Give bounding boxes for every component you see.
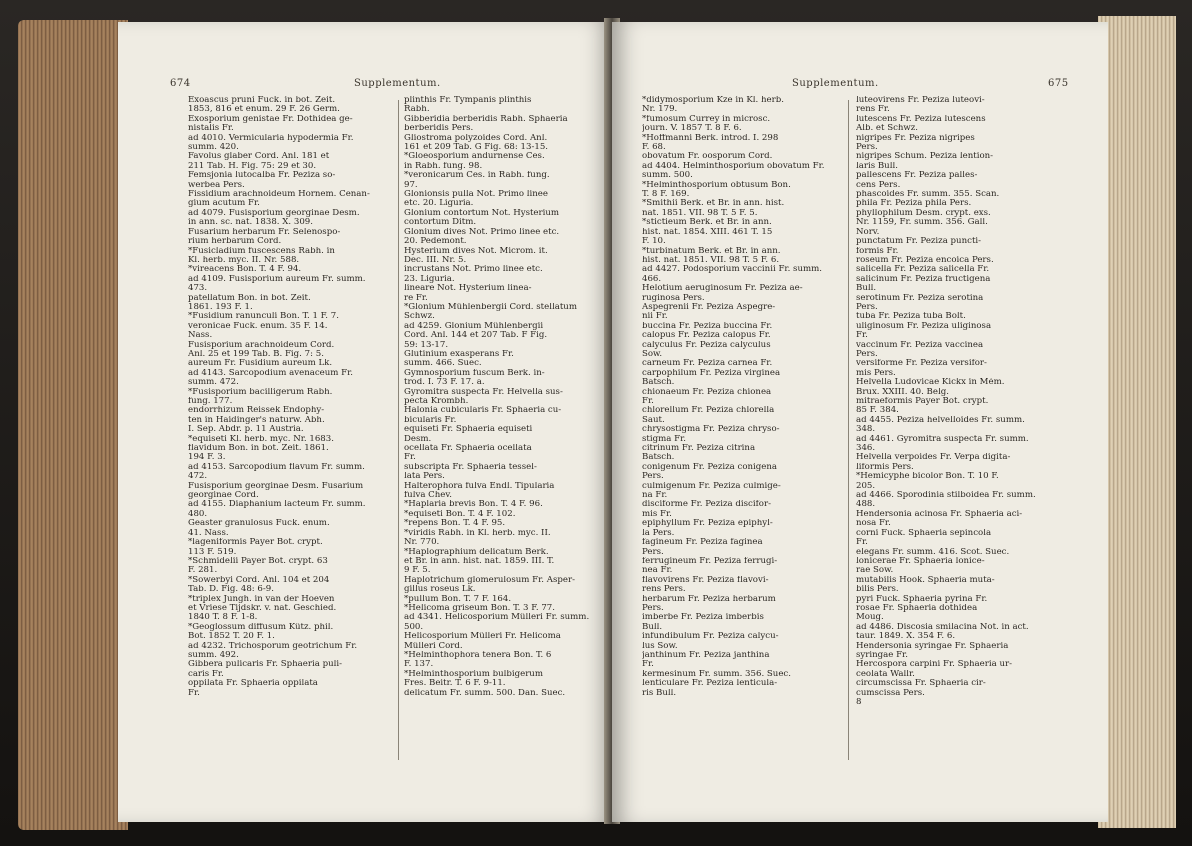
running-head-right: Supplementum. <box>792 78 879 89</box>
text-line: 466. <box>642 274 662 284</box>
text-line: epiphyllum Fr. Peziza epiphyl- <box>642 519 773 529</box>
text-line: *Hemicyphe bicolor Bon. T. 10 F. <box>856 472 999 482</box>
text-line: laris Bull. <box>856 161 898 171</box>
text-line: syringae Fr. <box>856 650 908 660</box>
text-line: kermesinum Fr. summ. 356. Suec. <box>642 669 791 679</box>
text-line: *turbinatum Berk. et Br. in ann. <box>642 246 781 256</box>
text-line: infundibulum Fr. Peziza calycu- <box>642 632 779 642</box>
text-line: disciforme Fr. Peziza discifor- <box>642 500 771 510</box>
text-line: 23. Liguria. <box>404 274 455 284</box>
text-line: cens Pers. <box>856 180 901 190</box>
text-line: Sow. <box>642 349 663 359</box>
text-line: roseum Fr. Peziza encoica Pers. <box>856 255 994 265</box>
text-line: *Haplographium delicatum Berk. <box>404 547 549 557</box>
text-line: 1840 T. 8 F. 1-8. <box>188 613 258 623</box>
text-line: ruginosa Pers. <box>642 293 705 303</box>
text-line: ten in Haidinger's naturw. Abh. <box>188 415 325 425</box>
text-line: *Geoglossum diffusum Kütz. phil. <box>188 622 334 632</box>
text-line: la Pers. <box>642 528 675 538</box>
text-line: caris Fr. <box>188 669 224 679</box>
text-line: gillus roseus Lk. <box>404 585 476 595</box>
text-line: hist. nat. 1854. XIII. 461 T. 15 <box>642 227 773 237</box>
text-line: nea Fr. <box>642 566 673 576</box>
text-line: Helotium aeruginosum Fr. Peziza ae- <box>642 284 803 294</box>
text-line: Halonia cubicularis Fr. Sphaeria cu- <box>404 406 562 416</box>
text-line: Schwz. <box>404 312 435 322</box>
text-line: Pers. <box>642 603 664 613</box>
text-line: mitraeformis Payer Bot. crypt. <box>856 397 989 406</box>
text-line: *stictieum Berk. et Br. in ann. <box>642 218 772 228</box>
text-line: Mülleri Cord. <box>404 641 463 651</box>
text-line: journ. V. 1857 T. 8 F. 6. <box>642 124 742 134</box>
text-line: corni Fuck. Sphaeria sepincola <box>856 528 992 538</box>
left-column-2 <box>404 96 604 698</box>
text-line: Glonium dives Not. Primo linee etc. <box>404 227 560 237</box>
text-line: 59: 13-17. <box>404 340 449 350</box>
text-line: Gliostroma polyzoides Cord. Anl. <box>404 133 548 143</box>
text-line: fung. 177. <box>188 397 233 406</box>
text-line: Saut. <box>642 415 665 425</box>
text-line: circumscissa Fr. Sphaeria cir- <box>856 679 986 689</box>
text-line: Brux. XXIII. 40. Belg. <box>856 387 949 397</box>
text-line: berberidis Pers. <box>404 124 474 134</box>
text-line: 9 F. 5. <box>404 566 431 576</box>
text-line: nii Fr. <box>642 312 668 322</box>
text-line: rens Fr. <box>856 105 890 115</box>
text-line: *fumosum Currey in microsc. <box>642 114 771 124</box>
text-line: *Hoffmanni Berk. introd. I. 298 <box>642 133 779 143</box>
text-line: *vireacens Bon. T. 4 F. 94. <box>188 265 302 275</box>
page-number-right: 675 <box>1048 78 1069 89</box>
text-line: lenticulare Fr. Peziza lenticula- <box>642 679 778 689</box>
text-line: Cord. Anl. 144 et 207 Tab. F Fig. <box>404 331 548 341</box>
text-line: rium herbarum Cord. <box>188 237 282 247</box>
text-line: georginae Cord. <box>188 491 259 501</box>
text-line: T. 8 F. 169. <box>642 190 690 200</box>
text-line: ad 4155. Diaphanium lacteum Fr. summ. <box>188 500 366 510</box>
text-line: Hendersonia syringae Fr. Sphaeria <box>856 641 1009 651</box>
text-line: ad 4486. Discosia smilacina Not. in act. <box>856 622 1029 632</box>
text-line: ad 4427. Podosporium vaccinii Fr. summ. <box>642 265 823 275</box>
text-line: Aspegrenii Fr. Peziza Aspegre- <box>642 302 776 312</box>
text-line: Helvella Ludovicae Kickx in Mém. <box>856 378 1005 388</box>
text-line: 473. <box>188 284 208 294</box>
text-line: Fr. <box>642 660 654 670</box>
text-line: contortum Ditm. <box>404 218 477 228</box>
text-line: summ. 472. <box>188 378 239 388</box>
text-line: fagineum Fr. Peziza faginea <box>642 538 763 548</box>
text-line: *Glonium Mühlenbergii Cord. stellatum <box>404 302 577 312</box>
text-line: Hendersonia acinosa Fr. Sphaeria aci- <box>856 509 1023 519</box>
text-line: liformis Pers. <box>856 462 914 472</box>
text-line: *Haplaria brevis Bon. T. 4 F. 96. <box>404 500 543 510</box>
running-head-left: Supplementum. <box>354 78 441 89</box>
left-page <box>118 22 612 822</box>
text-line: Dec. III. Nr. 5. <box>404 255 467 265</box>
text-line: nigripes Schum. Peziza lention- <box>856 152 994 162</box>
text-line: trod. I. 73 F. 17. a. <box>404 378 485 388</box>
text-line: pecta Krombh. <box>404 397 469 406</box>
text-line: 1853, 816 et enum. 29 F. 26 Germ. <box>188 105 340 115</box>
column-separator-right <box>848 100 849 760</box>
text-line: chlorellum Fr. Peziza chlorella <box>642 406 775 416</box>
text-line: 161 et 209 Tab. G Fig. 68: 13-15. <box>404 143 549 153</box>
text-line: Femsjonia lutocalba Fr. Peziza so- <box>188 171 336 181</box>
text-line: bilis Pers. <box>856 585 899 595</box>
text-line: delicatum Fr. summ. 500. Dan. Suec. <box>404 688 566 698</box>
column-separator-left <box>398 100 399 760</box>
text-line: salicinum Fr. Peziza fructigena <box>856 274 991 284</box>
text-line: 20. Pedemont. <box>404 237 467 247</box>
text-line: 472. <box>188 472 208 482</box>
text-line: summ. 466. Suec. <box>404 359 482 369</box>
text-line: stigma Fr. <box>642 434 686 444</box>
text-line: ad 4461. Gyromitra suspecta Fr. summ. <box>856 434 1029 444</box>
text-line: I. Sep. Abdr. p. 11 Austria. <box>188 425 304 435</box>
text-line: lata Pers. <box>404 472 445 482</box>
text-line: Geaster granulosus Fuck. enum. <box>188 519 330 529</box>
text-line: F. 281. <box>188 566 218 576</box>
text-line: hist. nat. 1851. VII. 98 T. 5 F. 6. <box>642 255 780 265</box>
text-line: Fr. <box>188 688 200 698</box>
text-line: 85 F. 384. <box>856 406 899 416</box>
text-line: carpophilum Fr. Peziza virginea <box>642 368 781 378</box>
text-line: Gyromitra suspecta Fr. Helvella sus- <box>404 387 563 397</box>
text-line: *Fusisporium bacilligerum Rabh. <box>188 387 333 397</box>
text-line: Gymnosporium fuscum Berk. in- <box>404 368 545 378</box>
text-line: bicularis Fr. <box>404 415 457 425</box>
text-line: Exosporium genistae Fr. Dothidea ge- <box>188 114 353 124</box>
text-line: Tab. D. Fig. 48: 6-9. <box>188 585 275 595</box>
right-column-2 <box>856 96 1056 707</box>
text-line: Moug. <box>856 613 884 623</box>
text-line: lonicerae Fr. Sphaeria lonice- <box>856 556 985 566</box>
text-line: *Schmidelii Payer Bot. crypt. 63 <box>188 556 328 566</box>
text-line: gium acutum Fr. <box>188 199 260 209</box>
text-line: *Sowerbyi Cord. Anl. 104 et 204 <box>188 575 330 585</box>
text-line: Fr. <box>642 397 654 406</box>
text-line: *Helicoma griseum Bon. T. 3 F. 77. <box>404 603 556 613</box>
text-line: Kl. herb. myc. II. Nr. 588. <box>188 255 300 265</box>
text-line: ocellata Fr. Sphaeria ocellata <box>404 444 532 454</box>
text-line: Pers. <box>856 143 878 153</box>
text-line: 194 F. 3. <box>188 453 226 463</box>
text-line: 348. <box>856 425 876 435</box>
text-line: Halterophora fulva Endl. Tipularia <box>404 481 555 491</box>
text-line: nigripes Fr. Peziza nigripes <box>856 133 975 143</box>
text-line: buccina Fr. Peziza buccina Fr. <box>642 321 773 331</box>
text-line: nosa Fr. <box>856 519 891 529</box>
text-line: 500. <box>404 622 424 632</box>
text-line: 211 Tab. H. Fig. 75: 29 et 30. <box>188 161 317 171</box>
text-line: ad 4404. Helminthosporium obovatum Fr. <box>642 161 825 171</box>
right-page <box>612 22 1108 822</box>
text-line: Gibbera pulicaris Fr. Sphaeria puli- <box>188 660 343 670</box>
text-line: Fr. <box>404 453 416 463</box>
text-line: rae Sow. <box>856 566 894 576</box>
text-line: *repens Bon. T. 4 F. 95. <box>404 519 506 529</box>
text-line: F. 137. <box>404 660 434 670</box>
text-line: F. 10. <box>642 237 666 247</box>
text-line: Fres. Beitr. T. 6 F. 9-11. <box>404 679 506 689</box>
text-line: Gibberidia berberidis Rabh. Sphaeria <box>404 114 568 124</box>
text-line: phila Fr. Peziza phila Pers. <box>856 199 972 209</box>
right-column-1 <box>642 96 842 698</box>
text-line: *triplex Jungh. in van der Hoeven <box>188 594 335 604</box>
text-line: Batsch. <box>642 453 675 463</box>
text-line: phyllophilum Desm. crypt. exs. <box>856 208 991 218</box>
text-line: Norv. <box>856 227 880 237</box>
text-line: ad 4153. Sarcopodium flavum Fr. summ. <box>188 462 365 472</box>
text-line: janthinum Fr. Peziza janthina <box>642 650 770 660</box>
text-line: Exoascus pruni Fuck. in bot. Zeit. <box>188 96 336 105</box>
text-line: 488. <box>856 500 876 510</box>
text-line: et Vriese Tijdskr. v. nat. Geschied. <box>188 603 337 613</box>
text-line: culmigenum Fr. Peziza culmige- <box>642 481 781 491</box>
text-line: fulva Chev. <box>404 491 452 501</box>
text-line: ad 4079. Fusisporium georginae Desm. <box>188 208 360 218</box>
book-edge-right <box>1098 16 1176 828</box>
text-line: oppilata Fr. Sphaeria oppilata <box>188 679 318 689</box>
text-line: ad 4010. Vermicularia hypodermia Fr. <box>188 133 354 143</box>
text-line: 346. <box>856 444 876 454</box>
text-line: Nr. 179. <box>642 105 678 115</box>
text-line: Pers. <box>642 547 664 557</box>
text-line: Bull. <box>642 622 663 632</box>
text-line: Glutinium exasperans Fr. <box>404 349 514 359</box>
text-line: Fr. <box>856 538 868 548</box>
text-line: *Smithii Berk. et Br. in ann. hist. <box>642 199 785 209</box>
text-line: rosae Fr. Sphaeria dothidea <box>856 603 978 613</box>
text-line: pyri Fuck. Sphaeria pyrina Fr. <box>856 594 988 604</box>
text-line: re Fr. <box>404 293 428 303</box>
text-line: Fusarium herbarum Fr. Selenospo- <box>188 227 341 237</box>
text-line: chionaeum Fr. Peziza chionea <box>642 387 772 397</box>
text-line: 41. Nass. <box>188 528 229 538</box>
text-line: *pullum Bon. T. 7 F. 164. <box>404 594 512 604</box>
text-line: tuba Fr. Peziza tuba Bolt. <box>856 312 966 322</box>
text-line: *Helminthosporium obtusum Bon. <box>642 180 791 190</box>
text-line: ferrugineum Fr. Peziza ferrugi- <box>642 556 778 566</box>
text-line: patellatum Bon. in bot. Zeit. <box>188 293 311 303</box>
text-line: veronicae Fuck. enum. 35 F. 14. <box>188 321 328 331</box>
text-line: nistalis Fr. <box>188 124 234 134</box>
text-line: 1861. 193 F. 1. <box>188 302 253 312</box>
text-line: *lageniformis Payer Bot. crypt. <box>188 538 323 548</box>
text-line: Desm. <box>404 434 432 444</box>
text-line: Anl. 25 et 199 Tab. B. Fig. 7: 5. <box>188 349 324 359</box>
text-line: nat. 1851. VII. 98 T. 5 F. 5. <box>642 208 758 218</box>
text-line: Pers. <box>642 472 664 482</box>
text-line: ris Bull. <box>642 688 677 698</box>
text-line: werbea Pers. <box>188 180 245 190</box>
text-line: herbarum Fr. Peziza herbarum <box>642 594 776 604</box>
text-line: carneum Fr. Peziza carnea Fr. <box>642 359 773 369</box>
text-line: calyculus Fr. Peziza calyculus <box>642 340 771 350</box>
text-line: vaccinum Fr. Peziza vaccinea <box>856 340 984 350</box>
text-line: *veronicarum Ces. in Rabh. fung. <box>404 171 550 181</box>
text-line: *Helminthophora tenera Bon. T. 6 <box>404 650 552 660</box>
text-line: *Fusicladium fuscescens Rabh. in <box>188 246 335 256</box>
text-line: Favolus glaber Cord. Anl. 181 et <box>188 152 330 162</box>
text-line: *equiseti Bon. T. 4 F. 102. <box>404 509 516 519</box>
text-line: salicella Fr. Peziza salicella Fr. <box>856 265 990 275</box>
text-line: na Fr. <box>642 491 668 501</box>
text-line: et Br. in ann. hist. nat. 1859. III. T. <box>404 556 555 566</box>
text-line: rens Pers. <box>642 585 686 595</box>
text-line: mis Pers. <box>856 368 896 378</box>
text-line: Bull. <box>856 284 877 294</box>
text-line: in ann. sc. nat. 1838. X. 309. <box>188 218 313 228</box>
text-line: Glonium contortum Not. Hysterium <box>404 208 560 218</box>
text-line: versiforme Fr. Peziza versifor- <box>856 359 987 369</box>
text-line: uliginosum Fr. Peziza uliginosa <box>856 321 992 331</box>
text-line: Rabh. <box>404 105 430 115</box>
text-line: Pers. <box>856 349 878 359</box>
text-line: Fr. <box>856 331 868 341</box>
text-line: ad 4466. Sporodinia stilboidea Fr. summ. <box>856 491 1036 501</box>
text-line: imberbe Fr. Peziza imberbis <box>642 613 764 623</box>
text-line: 205. <box>856 481 876 491</box>
text-line: ad 4109. Fusisporium aureum Fr. summ. <box>188 274 366 284</box>
text-line: lutescens Fr. Peziza lutescens <box>856 114 986 124</box>
text-line: serotinum Fr. Peziza serotina <box>856 293 984 303</box>
text-line: phascoides Fr. summ. 355. Scan. <box>856 190 1000 200</box>
text-line: incrustans Not. Primo linee etc. <box>404 265 543 275</box>
text-line: Bot. 1852 T. 20 F. 1. <box>188 632 275 642</box>
text-line: ad 4341. Helicosporium Mülleri Fr. summ. <box>404 613 590 623</box>
text-line: *Fusidium ranunculi Bon. T. 1 F. 7. <box>188 312 339 322</box>
text-line: Pers. <box>856 302 878 312</box>
text-line: plinthis Fr. Tympanis plinthis <box>404 96 532 105</box>
text-line: formis Fr. <box>856 246 899 256</box>
text-line: summ. 492. <box>188 650 239 660</box>
text-line: ad 4455. Peziza helvelloides Fr. summ. <box>856 415 1025 425</box>
text-line: Hercospora carpini Fr. Sphaeria ur- <box>856 660 1013 670</box>
text-line: *Helminthosporium bulbigerum <box>404 669 543 679</box>
text-line: taur. 1849. X. 354 F. 6. <box>856 632 956 642</box>
text-line: Batsch. <box>642 378 675 388</box>
text-line: flavovirens Fr. Peziza flavovi- <box>642 575 769 585</box>
text-line: ceolata Wallr. <box>856 669 915 679</box>
text-line: Nr. 770. <box>404 538 440 548</box>
text-line: endorrhizum Reissek Endophy- <box>188 406 325 416</box>
text-line: cumscissa Pers. <box>856 688 925 698</box>
text-line: Hysterium dives Not. Microm. it. <box>404 246 548 256</box>
text-line: mutabilis Hook. Sphaeria muta- <box>856 575 995 585</box>
left-column-1 <box>188 96 392 698</box>
text-line: Fusisporium georginae Desm. Fusarium <box>188 481 364 491</box>
book-edge-left <box>18 20 128 830</box>
text-line: ad 4143. Sarcopodium avenaceum Fr. <box>188 368 354 378</box>
text-line: equiseti Fr. Sphaeria equiseti <box>404 425 533 435</box>
text-line: punctatum Fr. Peziza puncti- <box>856 237 982 247</box>
text-line: summ. 500. <box>642 171 693 181</box>
text-line: Nr. 1159, Fr. summ. 356. Gall. <box>856 218 988 228</box>
text-line: Nass. <box>188 331 213 341</box>
text-line: *viridis Rabh. in Kl. herb. myc. II. <box>404 528 551 538</box>
text-line: *equiseti Kl. herb. myc. Nr. 1683. <box>188 434 334 444</box>
text-line: 97. <box>404 180 418 190</box>
text-line: Glonionsis pulla Not. Primo linee <box>404 190 548 200</box>
text-line: ad 4232. Trichosporum geotrichum Fr. <box>188 641 358 651</box>
text-line: Helicosporium Mülleri Fr. Helicoma <box>404 632 561 642</box>
text-line: Alb. et Schwz. <box>856 124 919 134</box>
text-line: ad 4259. Glonium Mühlenbergii <box>404 321 544 331</box>
text-line: pallescens Fr. Peziza palles- <box>856 171 978 181</box>
text-line: summ. 420. <box>188 143 239 153</box>
text-line: Fusisporium arachnoideum Cord. <box>188 340 335 350</box>
text-line: obovatum Fr. oosporum Cord. <box>642 152 773 162</box>
text-line: 8 <box>856 698 862 707</box>
text-line: elegans Fr. summ. 416. Scot. Suec. <box>856 547 1010 557</box>
text-line: luteovirens Fr. Peziza luteovi- <box>856 96 985 105</box>
text-line: 113 F. 519. <box>188 547 237 557</box>
text-line: aureum Fr. Fusidium aureum Lk. <box>188 359 333 369</box>
text-line: subscripta Fr. Sphaeria tessel- <box>404 462 537 472</box>
text-line: chrysostigma Fr. Peziza chryso- <box>642 425 780 435</box>
text-line: lineare Not. Hysterium linea- <box>404 284 532 294</box>
text-line: flavidum Bon. in bot. Zeit. 1861. <box>188 444 329 454</box>
text-line: Helvella verpoides Fr. Verpa digita- <box>856 453 1011 463</box>
text-line: Fissidium arachnoideum Hornem. Cenan- <box>188 190 370 200</box>
text-line: etc. 20. Liguria. <box>404 199 474 209</box>
text-line: *Gloeosporium andurnense Ces. <box>404 152 545 162</box>
text-line: calopus Fr. Peziza calopus Fr. <box>642 331 771 341</box>
text-line: Haplotrichum glomerulosum Fr. Asper- <box>404 575 575 585</box>
text-line: F. 68. <box>642 143 666 153</box>
text-line: *didymosporium Kze in Kl. herb. <box>642 96 784 105</box>
text-line: in Rabh. fung. 98. <box>404 161 483 171</box>
text-line: citrinum Fr. Peziza citrina <box>642 444 756 454</box>
text-line: 480. <box>188 509 208 519</box>
page-number-left: 674 <box>170 78 191 89</box>
text-line: conigenum Fr. Peziza conigena <box>642 462 778 472</box>
text-line: mis Fr. <box>642 509 672 519</box>
text-line: lus Sow. <box>642 641 678 651</box>
